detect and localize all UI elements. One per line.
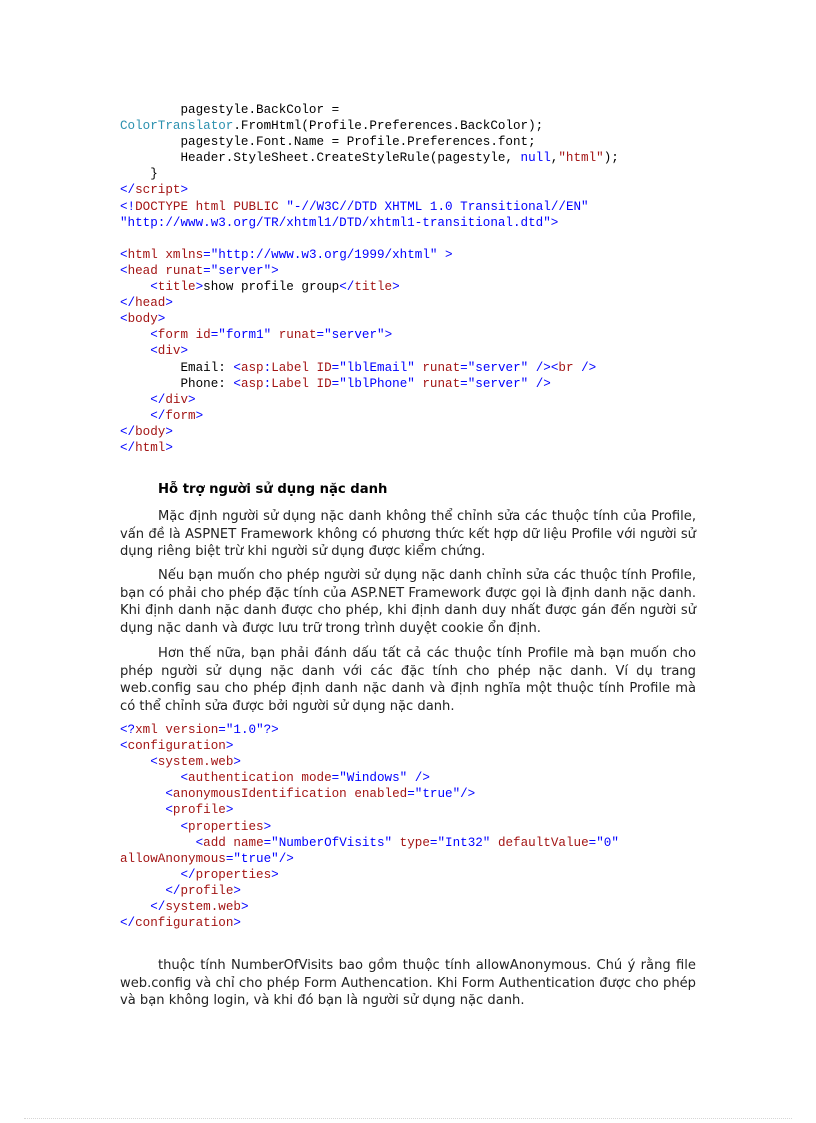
code-token: runat bbox=[422, 360, 461, 375]
code-token: > bbox=[225, 803, 234, 818]
code-token: </ bbox=[339, 280, 355, 295]
code-token bbox=[120, 771, 180, 785]
code-token bbox=[188, 328, 196, 342]
code-line bbox=[120, 915, 619, 931]
code-line bbox=[120, 295, 619, 311]
code-line bbox=[120, 899, 619, 915]
code-line bbox=[120, 360, 619, 376]
code-token: configuration bbox=[127, 739, 226, 754]
code-token: configuration bbox=[135, 916, 234, 931]
code-token: </ bbox=[150, 900, 166, 915]
code-token: Header.StyleSheet.CreateStyleRule(pagestyle, bbox=[120, 151, 521, 166]
code-line bbox=[120, 279, 619, 295]
code-token: < bbox=[180, 819, 189, 834]
code-token: > bbox=[157, 312, 166, 327]
code-token: > bbox=[165, 296, 173, 311]
code-token: profile bbox=[180, 883, 234, 898]
code-line bbox=[120, 424, 619, 440]
code-line bbox=[120, 215, 619, 231]
code-line bbox=[120, 835, 619, 851]
code-token: Label bbox=[271, 376, 309, 391]
code-token: < bbox=[120, 263, 128, 278]
code-token: pagestyle.BackColor = bbox=[120, 103, 340, 117]
code-token: ="lblEmail" bbox=[331, 360, 415, 375]
code-line bbox=[120, 263, 619, 279]
code-line bbox=[120, 182, 619, 198]
code-token: : bbox=[263, 376, 272, 391]
code-token: show profile group bbox=[203, 280, 340, 295]
code-token: ="http://www.w3.org/1999/xhtml" > bbox=[203, 247, 453, 262]
code-token bbox=[120, 836, 196, 850]
code-token: > bbox=[225, 739, 234, 754]
code-line bbox=[120, 819, 619, 835]
code-line bbox=[120, 102, 619, 118]
code-line bbox=[120, 311, 619, 327]
code-token: pagestyle.Font.Name = Profile.Preferences.font; bbox=[120, 135, 536, 150]
code-line bbox=[120, 802, 619, 818]
code-token: > bbox=[392, 280, 400, 295]
code-token: Phone: bbox=[120, 376, 234, 391]
code-token: type bbox=[399, 835, 430, 850]
code-token: </ bbox=[120, 183, 136, 198]
page-footer-divider bbox=[24, 1118, 792, 1119]
code-token: html bbox=[127, 247, 158, 262]
code-token: runat bbox=[165, 263, 204, 278]
code-token: defaultValue bbox=[497, 835, 589, 850]
code-token: < bbox=[195, 835, 204, 850]
paragraph-anonymous-default: Mặc định người sử dụng nặc danh không thể chỉnh sửa các thuộc tính của Profile, vấn đề là ASPNET Framework không có phương thức kết hợp dữ liệu Profile với người sử dụng riêng biệt trừ khi người sử dụng được kiểm chứng. bbox=[120, 509, 696, 560]
code-token: div bbox=[165, 392, 189, 407]
code-token: </ bbox=[120, 296, 136, 311]
code-line bbox=[120, 392, 619, 408]
code-token bbox=[309, 377, 317, 391]
code-token: ="true"/> bbox=[407, 787, 476, 802]
code-token bbox=[120, 868, 180, 882]
code-token: form bbox=[165, 408, 196, 423]
code-line bbox=[120, 150, 619, 166]
code-line bbox=[120, 134, 619, 150]
code-token bbox=[120, 344, 150, 358]
code-token: body bbox=[135, 424, 166, 439]
code-token: html bbox=[135, 440, 166, 455]
code-line bbox=[120, 867, 619, 883]
paragraph-enable-anonymous: Nếu bạn muốn cho phép người sử dụng nặc danh chỉnh sửa các thuộc tính Profile, bạn có phải cho phép đặc tính của ASP.NET Framework được gọi là định danh nặc danh. Khi định danh nặc danh được cho phép, khi định danh duy nhất được gán đến người sử dụng nặc danh và được lưu trữ trong trình duyệt cookie ổn định. bbox=[120, 568, 696, 636]
code-token bbox=[309, 361, 317, 375]
code-token: < bbox=[150, 280, 158, 295]
code-token bbox=[490, 836, 498, 850]
code-token: < bbox=[233, 376, 241, 391]
code-token: ="server" /> bbox=[460, 376, 551, 391]
code-token: > bbox=[195, 408, 204, 423]
code-token: > bbox=[263, 819, 272, 834]
code-token: "html" bbox=[558, 151, 604, 166]
code-line bbox=[120, 247, 619, 263]
code-token: ="form1" bbox=[210, 328, 272, 343]
code-token: Email: bbox=[120, 360, 234, 375]
code-line bbox=[120, 199, 619, 215]
code-token: ColorTranslator bbox=[120, 119, 234, 134]
code-token: br bbox=[558, 360, 574, 375]
code-token: ); bbox=[603, 151, 619, 166]
code-token: ID bbox=[316, 360, 332, 375]
code-token: profile bbox=[172, 803, 226, 818]
code-token: runat bbox=[278, 328, 317, 343]
code-token: ="server" />< bbox=[460, 360, 559, 375]
code-token: properties bbox=[188, 819, 264, 834]
code-line bbox=[120, 231, 619, 247]
code-token: Label bbox=[271, 360, 309, 375]
code-token: title bbox=[157, 280, 196, 295]
code-block-webconfig bbox=[120, 722, 619, 931]
code-token: < bbox=[150, 328, 158, 343]
code-token: , bbox=[550, 151, 559, 166]
code-token: </ bbox=[180, 867, 196, 882]
code-token: </ bbox=[165, 883, 181, 898]
code-token bbox=[120, 884, 165, 898]
code-token: > bbox=[233, 916, 241, 931]
code-token: ="1.0"?> bbox=[218, 723, 279, 737]
code-token: < bbox=[180, 771, 189, 786]
code-token: DOCTYPE bbox=[135, 199, 189, 214]
code-token: </ bbox=[120, 424, 136, 439]
code-line bbox=[120, 408, 619, 424]
code-token bbox=[120, 803, 165, 817]
code-token: ="server"> bbox=[203, 263, 279, 278]
code-line bbox=[120, 754, 619, 770]
code-token: xml bbox=[135, 723, 158, 737]
code-token: < bbox=[120, 739, 128, 754]
code-token: ="Windows" /> bbox=[331, 771, 430, 786]
code-line bbox=[120, 166, 619, 182]
code-token: "http://www.w3.org/TR/xhtml1/DTD/xhtml1-transitional.dtd" bbox=[120, 215, 551, 230]
code-token: < bbox=[120, 247, 128, 262]
section-heading: Hỗ trợ người sử dụng nặc danh bbox=[158, 482, 388, 497]
code-token: title bbox=[354, 280, 393, 295]
code-line bbox=[120, 883, 619, 899]
code-token: > bbox=[165, 424, 173, 439]
code-line bbox=[120, 118, 619, 134]
code-token: head bbox=[135, 296, 166, 311]
code-token: < bbox=[233, 360, 241, 375]
code-token: </ bbox=[150, 392, 166, 407]
code-token: html bbox=[195, 199, 226, 214]
code-token: mode bbox=[301, 771, 332, 786]
code-token: id bbox=[195, 328, 211, 343]
code-token: anonymousIdentification bbox=[172, 787, 347, 802]
code-line bbox=[120, 327, 619, 343]
code-line bbox=[120, 851, 619, 867]
code-token: ="true"/> bbox=[225, 851, 294, 866]
code-line bbox=[120, 786, 619, 802]
code-token: ="Int32" bbox=[429, 835, 491, 850]
paragraph-mark-properties: Hơn thế nữa, bạn phải đánh dấu tất cả các thuộc tính Profile mà bạn muốn cho phép người sử dụng nặc danh với các đặc tính cho phép nặc danh. Ví dụ trang web.config sau cho phép định danh nặc danh và định nghĩa một thuộc tính Profile mà có thể chỉnh sửa được bởi người sử dụng nặc danh. bbox=[120, 646, 696, 714]
code-token bbox=[120, 900, 150, 914]
code-token: script bbox=[135, 183, 181, 198]
code-token: <! bbox=[120, 199, 136, 214]
code-token: </ bbox=[120, 440, 136, 455]
code-token: PUBLIC bbox=[233, 199, 279, 214]
code-token: ="lblPhone" bbox=[331, 376, 415, 391]
code-token: > bbox=[188, 392, 196, 407]
code-token: system.web bbox=[165, 900, 241, 915]
code-token: div bbox=[157, 344, 181, 359]
code-token: < bbox=[150, 344, 158, 359]
code-token: body bbox=[127, 312, 158, 327]
code-line bbox=[120, 440, 619, 456]
code-token: version bbox=[165, 723, 219, 737]
code-token bbox=[188, 200, 196, 214]
code-token: asp bbox=[240, 376, 264, 391]
code-token: } bbox=[120, 167, 158, 182]
code-token: ="server"> bbox=[316, 328, 393, 343]
code-block-aspx bbox=[120, 102, 619, 456]
code-token: </ bbox=[120, 916, 136, 931]
code-token: allowAnonymous bbox=[120, 851, 226, 866]
paragraph-closing: thuộc tính NumberOfVisits bao gồm thuộc tính allowAnonymous. Chú ý rằng file web.config và chỉ cho phép Form Authencation. Khi Form Authentication được cho phép và bạn không login, và khi đó bạn là người sử dụng nặc danh. bbox=[120, 958, 696, 1009]
code-token: xmlns bbox=[165, 247, 204, 262]
code-token: .FromHtml(Profile.Preferences.BackColor); bbox=[233, 119, 544, 134]
code-token: runat bbox=[422, 376, 461, 391]
code-token: > bbox=[233, 883, 241, 898]
code-token: > bbox=[180, 344, 189, 359]
code-token bbox=[120, 755, 150, 769]
code-token: ="NumberOfVisits" bbox=[263, 835, 393, 850]
code-token: > bbox=[240, 900, 249, 915]
code-token: ="0" bbox=[588, 835, 619, 850]
code-token: > bbox=[550, 215, 559, 230]
code-token bbox=[120, 328, 150, 342]
code-token: </ bbox=[150, 408, 166, 423]
code-token: : bbox=[263, 360, 272, 375]
code-token: > bbox=[195, 280, 204, 295]
code-token: < bbox=[150, 755, 158, 770]
code-token: add bbox=[203, 835, 226, 850]
code-token: "-//W3C//DTD XHTML 1.0 Transitional//EN" bbox=[286, 199, 589, 214]
code-token: <? bbox=[120, 723, 136, 737]
code-token: name bbox=[233, 835, 264, 850]
code-token: system.web bbox=[157, 755, 234, 770]
code-token: enabled bbox=[354, 787, 408, 802]
code-token bbox=[120, 409, 150, 423]
code-line bbox=[120, 770, 619, 786]
code-token bbox=[392, 836, 400, 850]
code-token bbox=[574, 361, 582, 375]
code-token bbox=[120, 393, 150, 407]
code-token bbox=[120, 820, 180, 834]
code-token: > bbox=[165, 440, 173, 455]
code-token: > bbox=[271, 867, 279, 882]
code-token: null bbox=[520, 151, 551, 166]
code-token: < bbox=[165, 787, 173, 802]
code-token: < bbox=[120, 312, 128, 327]
code-line bbox=[120, 722, 619, 738]
code-token: asp bbox=[240, 360, 264, 375]
code-line bbox=[120, 738, 619, 754]
code-token bbox=[120, 787, 165, 801]
code-token: authentication bbox=[188, 771, 294, 786]
code-token: properties bbox=[195, 867, 272, 882]
code-token: form bbox=[157, 328, 189, 343]
code-token bbox=[120, 280, 150, 294]
code-token: ID bbox=[316, 376, 332, 391]
code-token: > bbox=[233, 755, 241, 770]
code-token bbox=[271, 328, 279, 342]
code-token: < bbox=[165, 803, 173, 818]
code-token: head bbox=[127, 263, 158, 278]
code-line bbox=[120, 343, 619, 359]
code-token: > bbox=[180, 183, 189, 198]
code-token: /> bbox=[581, 360, 597, 375]
code-line bbox=[120, 376, 619, 392]
